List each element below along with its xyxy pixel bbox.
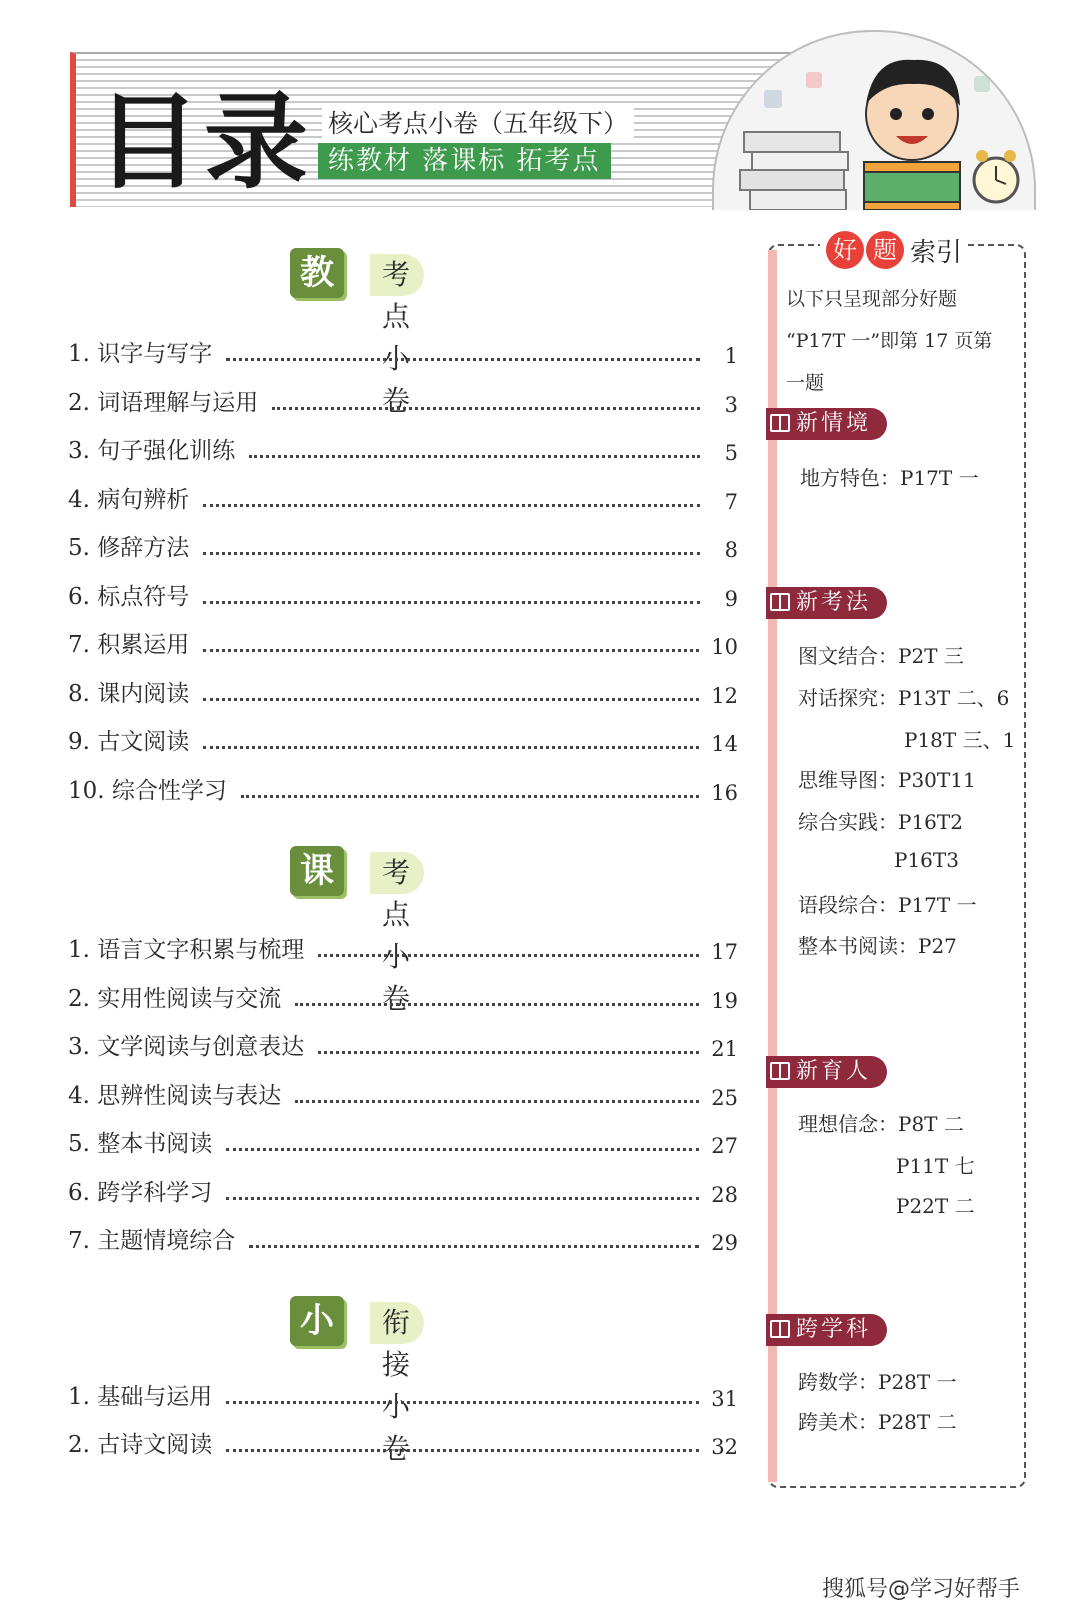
toc-title: 7. 主题情境综合	[68, 1228, 236, 1254]
section-main-label: 教材	[290, 248, 344, 298]
toc-title: 9. 古文阅读	[68, 729, 190, 755]
index-entry: 跨美术：P28T 二	[798, 1410, 957, 1434]
category-new-education	[766, 1056, 887, 1088]
index-title	[820, 228, 968, 272]
index-entry: 理想信念：P8T 二	[798, 1112, 964, 1136]
page-title: 目录	[96, 81, 313, 203]
toc-page: 7	[724, 490, 738, 514]
index-entry: P16T3	[894, 848, 959, 872]
dot-leader	[226, 1147, 699, 1151]
dot-leader	[226, 1400, 699, 1404]
book-icon	[770, 593, 790, 611]
dot-leader	[203, 697, 699, 701]
section-sub-label: 衔接小卷	[370, 1302, 424, 1344]
toc-title: 1. 基础与运用	[68, 1384, 213, 1410]
index-entry: 语段综合：P17T 一	[798, 893, 977, 917]
toc-row[interactable]	[68, 429, 738, 465]
category-new-method	[766, 587, 887, 619]
toc-title: 4. 思辨性阅读与表达	[68, 1083, 282, 1109]
toc-row[interactable]	[68, 1122, 738, 1158]
dot-leader	[203, 600, 700, 604]
index-entry: 图文结合：P2T 三	[798, 644, 964, 668]
toc-title: 5. 修辞方法	[68, 535, 190, 561]
toc-row[interactable]	[68, 623, 738, 659]
book-icon	[770, 414, 790, 432]
toc-row[interactable]	[68, 381, 738, 417]
toc-page: 27	[711, 1134, 738, 1158]
toc-row[interactable]	[68, 1375, 738, 1411]
toc-row[interactable]	[68, 928, 738, 964]
toc-title: 10. 综合性学习	[68, 778, 227, 804]
index-entry: P11T 七	[896, 1154, 975, 1178]
toc-page: 31	[711, 1387, 738, 1411]
toc-page: 29	[711, 1231, 738, 1255]
category-label: 新育人	[796, 1059, 872, 1084]
dot-leader	[203, 648, 699, 652]
toc-page: 21	[711, 1037, 738, 1061]
toc-row[interactable]	[68, 769, 738, 805]
toc-page: 10	[711, 635, 738, 659]
toc-page: 17	[711, 940, 738, 964]
toc-row[interactable]	[68, 1025, 738, 1061]
toc-page: 19	[711, 989, 738, 1013]
toc-title: 8. 课内阅读	[68, 681, 190, 707]
category-label: 跨学科	[796, 1317, 872, 1342]
index-entry: 地方特色：P17T 一	[800, 466, 979, 490]
toc-title: 6. 标点符号	[68, 584, 190, 610]
toc-page: 14	[711, 732, 738, 756]
dot-leader	[295, 1002, 699, 1006]
toc-page: 3	[724, 393, 738, 417]
toc-row[interactable]	[68, 575, 738, 611]
index-entry: 整本书阅读：P27	[798, 934, 957, 958]
toc-page: 28	[711, 1183, 738, 1207]
dot-leader	[295, 1099, 699, 1103]
toc-row[interactable]	[68, 332, 738, 368]
index-note: 一题	[786, 372, 825, 394]
toc-page: 25	[711, 1086, 738, 1110]
toc-title: 3. 句子强化训练	[68, 438, 236, 464]
section-main-label: 小初	[290, 1296, 344, 1346]
dot-leader	[249, 1244, 699, 1248]
index-entry: 思维导图：P30T11	[798, 768, 976, 792]
toc-row[interactable]	[68, 478, 738, 514]
dot-leader	[226, 1196, 699, 1200]
index-note: “P17T 一”即第 17 页第	[786, 330, 993, 352]
toc-page: 9	[724, 587, 738, 611]
toc-title: 2. 古诗文阅读	[68, 1432, 213, 1458]
toc-title: 2. 实用性阅读与交流	[68, 986, 282, 1012]
category-new-context	[766, 408, 887, 440]
toc-title: 3. 文学阅读与创意表达	[68, 1034, 305, 1060]
toc-title: 6. 跨学科学习	[68, 1180, 213, 1206]
slogan-banner: 练教材 落课标 拓考点	[318, 143, 611, 179]
dot-leader	[226, 357, 700, 361]
toc-title: 1. 语言文字积累与梳理	[68, 937, 305, 963]
category-label: 新考法	[796, 590, 872, 615]
book-icon	[770, 1062, 790, 1080]
toc-row[interactable]	[68, 526, 738, 562]
index-entry: P18T 三、1	[904, 728, 1016, 752]
index-entry: 跨数学：P28T 一	[798, 1370, 957, 1394]
toc-page: 5	[724, 441, 738, 465]
section-sub-label: 考点小卷	[370, 254, 424, 296]
toc-title: 2. 词语理解与运用	[68, 390, 259, 416]
dot-leader	[318, 1050, 699, 1054]
toc-row[interactable]	[68, 977, 738, 1013]
toc-title: 5. 整本书阅读	[68, 1131, 213, 1157]
dot-leader	[241, 794, 699, 798]
toc-row[interactable]	[68, 1219, 738, 1255]
toc-title: 1. 识字与写字	[68, 341, 213, 367]
toc-page: 12	[711, 684, 738, 708]
dot-leader	[226, 1448, 699, 1452]
section-sub-label: 考点小卷	[370, 852, 424, 894]
index-entry: 对话探究：P13T 二、6	[798, 686, 1010, 710]
toc-row[interactable]	[68, 720, 738, 756]
index-title-badge: 题	[866, 231, 904, 269]
toc-page: 8	[724, 538, 738, 562]
dot-leader	[203, 503, 700, 507]
toc-row[interactable]	[68, 1074, 738, 1110]
book-icon	[770, 1320, 790, 1338]
toc-page: 32	[711, 1435, 738, 1459]
dot-leader	[318, 953, 699, 957]
watermark: 搜狐号@学习好帮手	[821, 1577, 1020, 1602]
toc-row[interactable]	[68, 672, 738, 708]
category-cross-subject	[766, 1314, 887, 1346]
dot-leader	[249, 454, 700, 458]
dot-leader	[203, 745, 699, 749]
index-entry: P22T 二	[896, 1194, 975, 1218]
index-entry: 综合实践：P16T2	[798, 810, 963, 834]
toc-page: 1	[724, 344, 738, 368]
index-note: 以下只呈现部分好题	[786, 288, 958, 310]
dot-leader	[272, 406, 700, 410]
toc-row[interactable]	[68, 1171, 738, 1207]
index-title-badge: 好	[826, 231, 864, 269]
dot-leader	[203, 551, 700, 555]
book-subtitle: 核心考点小卷（五年级下）	[322, 104, 634, 140]
section-main-label: 课标	[290, 846, 344, 896]
toc-title: 7. 积累运用	[68, 632, 190, 658]
index-title-text: 索引	[910, 237, 963, 268]
category-label: 新情境	[796, 411, 872, 436]
toc-page: 16	[711, 781, 738, 805]
toc-title: 4. 病句辨析	[68, 487, 190, 513]
toc-row[interactable]	[68, 1423, 738, 1459]
